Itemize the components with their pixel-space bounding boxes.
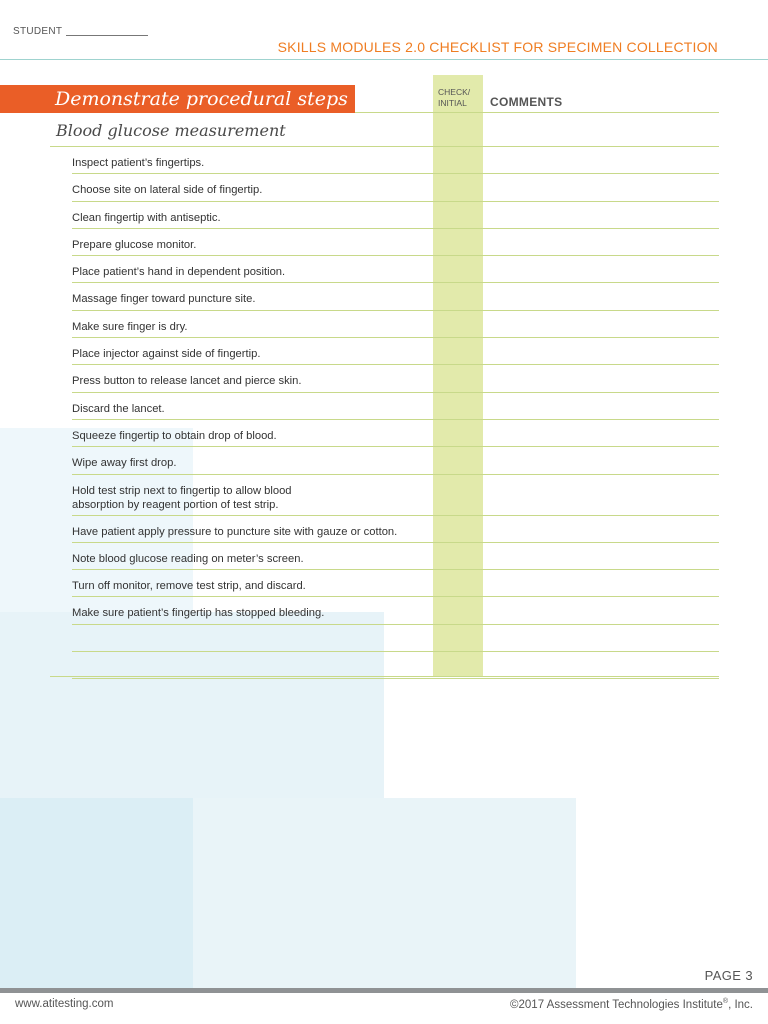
table-bottom-rule xyxy=(50,676,719,677)
checklist-row xyxy=(72,570,719,597)
checklist-row xyxy=(72,475,719,516)
checklist-row xyxy=(72,283,719,310)
step-text: Place patient’s hand in dependent position. xyxy=(72,266,286,279)
student-label: STUDENT xyxy=(13,26,63,37)
checklist-row xyxy=(72,393,719,420)
step-text: Place injector against side of fingertip. xyxy=(72,348,261,361)
step-text: Make sure finger is dry. xyxy=(72,320,188,333)
step-text: Hold test strip next to fingertip to allow blood absorption by reagent portion of test strip. xyxy=(72,484,292,511)
step-text: Squeeze fingertip to obtain drop of blood. xyxy=(72,429,277,442)
subheading: Blood glucose measurement xyxy=(56,121,286,140)
student-field xyxy=(13,26,148,37)
checklist-row xyxy=(72,597,719,624)
checklist-row xyxy=(72,338,719,365)
footer-bar xyxy=(0,988,768,993)
check-initial-header: CHECK/ INITIAL xyxy=(438,87,471,108)
step-text: Wipe away first drop. xyxy=(72,457,177,470)
step-text: Prepare glucose monitor. xyxy=(72,238,197,251)
step-text: Have patient apply pressure to puncture site with gauze or cotton. xyxy=(72,525,398,538)
checklist-row xyxy=(72,147,719,174)
checklist-row xyxy=(72,174,719,201)
blank-row[interactable] xyxy=(72,625,719,652)
header-row-divider xyxy=(355,112,719,113)
checklist-row xyxy=(72,543,719,570)
step-text: Inspect patient’s fingertips. xyxy=(72,157,205,169)
step-text: Massage finger toward puncture site. xyxy=(72,293,256,306)
checklist-row xyxy=(72,202,719,229)
checklist-row xyxy=(72,311,719,338)
step-text: Note blood glucose reading on meter’s screen. xyxy=(72,552,304,565)
header-divider xyxy=(0,59,768,60)
step-text: Turn off monitor, remove test strip, and discard. xyxy=(72,580,306,593)
checklist-row xyxy=(72,229,719,256)
footer-url[interactable]: www.atitesting.com xyxy=(15,998,114,1010)
checklist-row xyxy=(72,447,719,474)
page-number: PAGE 3 xyxy=(704,968,753,983)
step-text: Discard the lancet. xyxy=(72,402,165,415)
student-name-line[interactable] xyxy=(66,35,148,36)
checklist-row xyxy=(72,365,719,392)
step-text: Press button to release lancet and pierce skin. xyxy=(72,375,302,388)
checklist-row xyxy=(72,516,719,543)
copyright: ©2017 Assessment Technologies Institute®, Inc. xyxy=(510,998,753,1011)
checklist-row xyxy=(72,420,719,447)
checklist-row xyxy=(72,256,719,283)
step-text: Make sure patient’s fingertip has stopped bleeding. xyxy=(72,607,325,620)
background-block xyxy=(0,798,193,988)
section-banner: Demonstrate procedural steps xyxy=(0,85,355,113)
comments-header: COMMENTS xyxy=(490,95,563,109)
step-text: Choose site on lateral side of fingertip. xyxy=(72,184,263,197)
step-text: Clean fingertip with antiseptic. xyxy=(72,211,221,224)
steps-list xyxy=(72,147,719,679)
document-title: SKILLS MODULES 2.0 CHECKLIST FOR SPECIMEN COLLECTION xyxy=(277,39,718,55)
